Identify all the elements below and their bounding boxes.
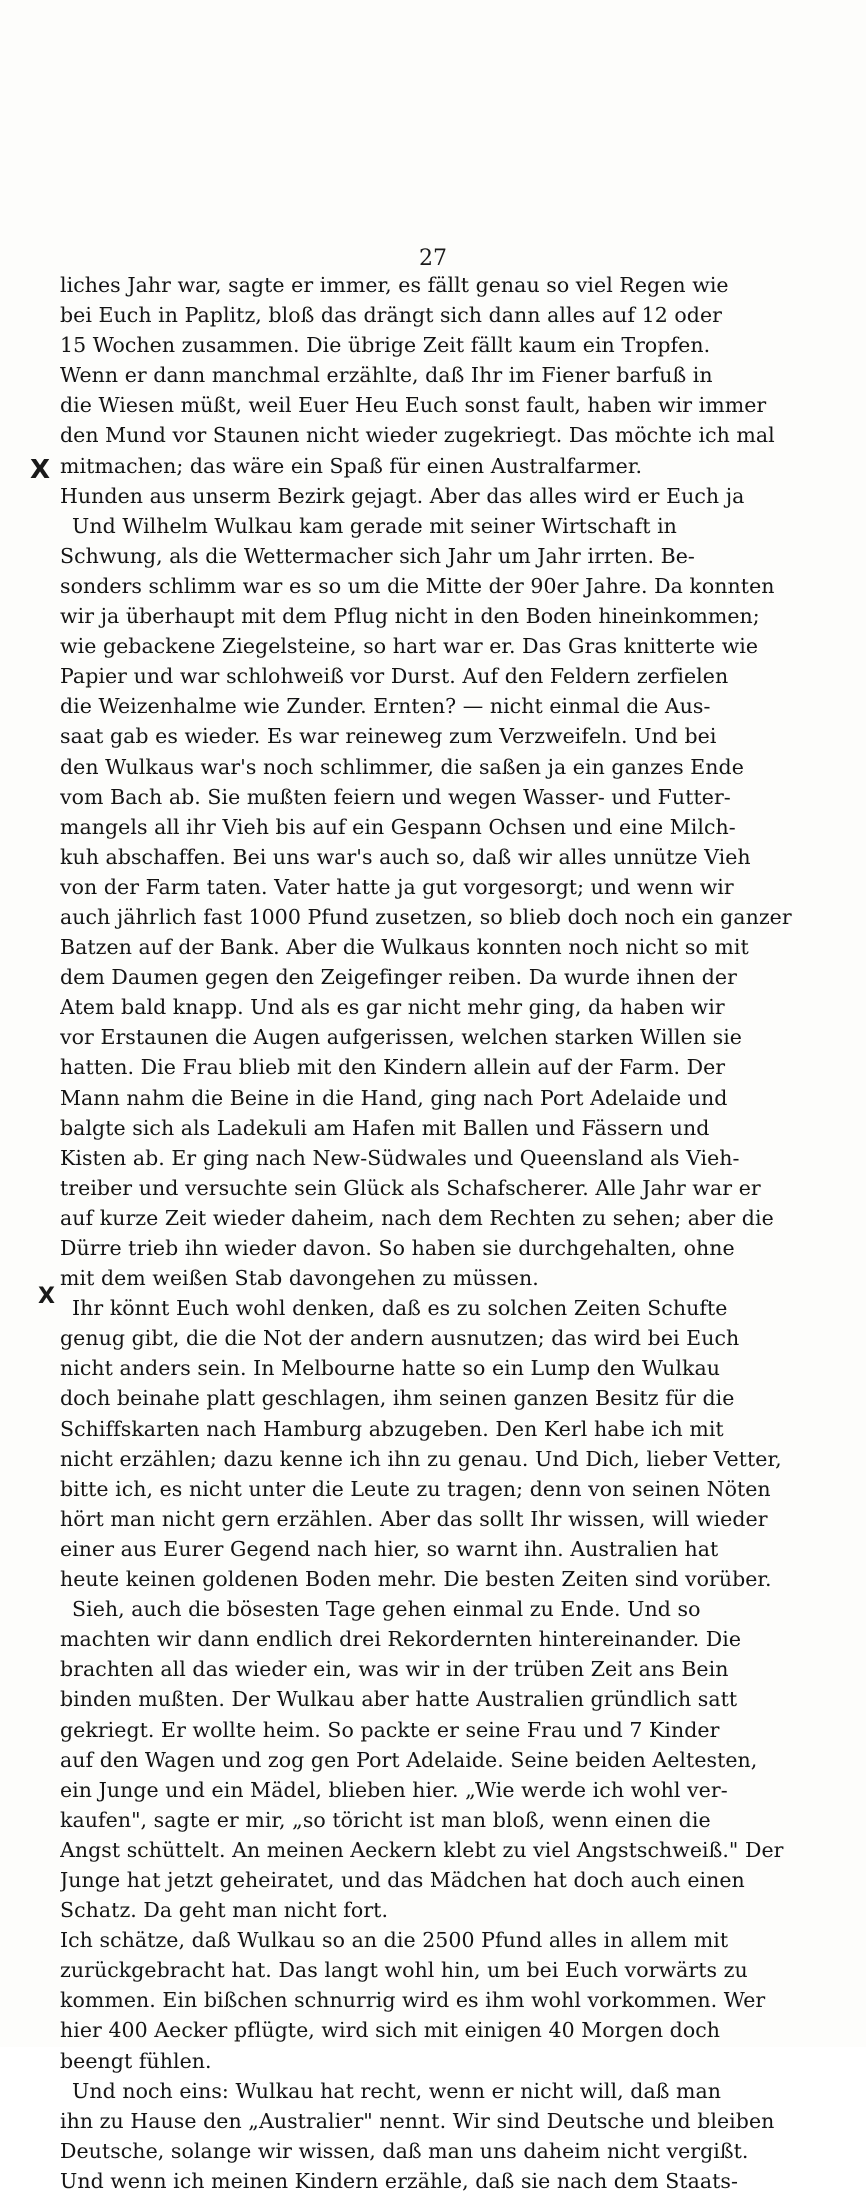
text-line: Atem bald knapp. Und als es gar nicht mehr ging, da haben wir xyxy=(60,995,725,1020)
text-line: mit dem weißen Stab davongehen zu müssen. xyxy=(60,1266,539,1291)
text-line: Hunden aus unserm Bezirk gejagt. Aber das alles wird er Euch ja xyxy=(60,483,745,508)
text-line: wie gebackene Ziegelsteine, so hart war er. Das Gras knitterte wie xyxy=(60,634,759,659)
text-line: gekriegt. Er wollte heim. So packte er seine Frau und 7 Kinder xyxy=(60,1717,720,1742)
text-line: Junge hat jetzt geheiratet, und das Mädchen hat doch auch einen xyxy=(60,1867,745,1892)
text-line: auf den Wagen und zog gen Port Adelaide. Seine beiden Aeltesten, xyxy=(60,1747,758,1772)
text-line: beengt fühlen. xyxy=(60,2048,212,2073)
text-line: doch beinahe platt geschlagen, ihm seinen ganzen Besitz für die xyxy=(60,1386,735,1411)
text-line: Und noch eins: Wulkau hat recht, wenn er nicht will, daß man xyxy=(72,2078,722,2103)
text-line: einer aus Eurer Gegend nach hier, so warnt ihn. Australien hat xyxy=(60,1536,719,1561)
text-line: auch jährlich fast 1000 Pfund zusetzen, so blieb doch noch ein ganzer xyxy=(60,904,792,929)
text-line: nicht anders sein. In Melbourne hatte so ein Lump den Wulkau xyxy=(60,1356,721,1381)
text-line: ein Junge und ein Mädel, blieben hier. „Wie werde ich wohl ver- xyxy=(60,1777,728,1802)
text-line: hier 400 Aecker pflügte, wird sich mit einigen 40 Morgen doch xyxy=(60,2018,721,2043)
text-line: Und Wilhelm Wulkau kam gerade mit seiner Wirtschaft in xyxy=(72,513,677,538)
text-line: 15 Wochen zusammen. Die übrige Zeit fällt kaum ein Tropfen. xyxy=(60,333,711,358)
text-line: Schwung, als die Wettermacher sich Jahr um Jahr irrten. Be- xyxy=(60,543,695,568)
text-line: den Mund vor Staunen nicht wieder zugekriegt. Das möchte ich mal xyxy=(60,423,775,448)
text-line: liches Jahr war, sagte er immer, es fällt genau so viel Regen wie xyxy=(60,273,729,297)
text-line: Sieh, auch die bösesten Tage gehen einmal zu Ende. Und so xyxy=(72,1597,701,1622)
text-line: Papier und war schlohweiß vor Durst. Auf den Feldern zerfielen xyxy=(60,664,729,689)
text-line: Deutsche, solange wir wissen, daß man uns daheim nicht vergißt. xyxy=(60,2138,749,2163)
text-line: den Wulkaus war's noch schlimmer, die saßen ja ein ganzes Ende xyxy=(60,754,744,779)
text-line: bitte ich, es nicht unter die Leute zu tragen; denn von seinen Nöten xyxy=(60,1476,771,1501)
margin-mark: X xyxy=(38,1284,55,1309)
text-line: mitmachen; das wäre ein Spaß für einen Australfarmer. xyxy=(60,453,643,478)
text-line: vor Erstaunen die Augen aufgerissen, welchen starken Willen sie xyxy=(60,1025,742,1050)
text-line: kuh abschaffen. Bei uns war's auch so, daß wir alles unnütze Vieh xyxy=(60,844,751,869)
page-number: 27 xyxy=(419,246,447,271)
text-line: ihn zu Hause den „Australier" nennt. Wir sind Deutsche und bleiben xyxy=(60,2108,775,2133)
text-line: vom Bach ab. Sie mußten feiern und wegen Wasser- und Futter- xyxy=(60,784,731,809)
text-line: Batzen auf der Bank. Aber die Wulkaus konnten noch nicht so mit xyxy=(60,935,749,960)
text-line: die Weizenhalme wie Zunder. Ernten? — nicht einmal die Aus- xyxy=(60,694,711,719)
text-line: dem Daumen gegen den Zeigefinger reiben. Da wurde ihnen der xyxy=(60,965,737,990)
text-line: Wenn er dann manchmal erzählte, daß Ihr im Fiener barfuß in xyxy=(60,363,713,388)
text-line: sonders schlimm war es so um die Mitte der 90er Jahre. Da konnten xyxy=(60,573,775,598)
text-line: treiber und versuchte sein Glück als Schafscherer. Alle Jahr war er xyxy=(60,1175,761,1200)
text-line: hatten. Die Frau blieb mit den Kindern allein auf der Farm. Der xyxy=(60,1055,726,1080)
text-line: Und wenn ich meinen Kindern erzähle, daß sie nach dem Staats- xyxy=(60,2168,738,2193)
text-line: kommen. Ein bißchen schnurrig wird es ihm wohl vorkommen. Wer xyxy=(60,1988,766,2013)
text-line: machten wir dann endlich drei Rekordernten hintereinander. Die xyxy=(60,1627,742,1652)
text-line: kaufen", sagte er mir, „so töricht ist man bloß, wenn einen die xyxy=(60,1807,711,1832)
text-line: binden mußten. Der Wulkau aber hatte Australien gründlich satt xyxy=(60,1687,738,1712)
margin-mark: X xyxy=(30,455,51,485)
text-line: Ihr könnt Euch wohl denken, daß es zu solchen Zeiten Schufte xyxy=(72,1296,728,1321)
text-line: nicht erzählen; dazu kenne ich ihn zu genau. Und Dich, lieber Vetter, xyxy=(60,1446,782,1471)
text-line: hört man nicht gern erzählen. Aber das sollt Ihr wissen, will wieder xyxy=(60,1506,768,1531)
text-line: Ich schätze, daß Wulkau so an die 2500 Pfund alles in allem mit xyxy=(60,1928,729,1953)
text-line: genug gibt, die die Not der andern ausnutzen; das wird bei Euch xyxy=(60,1326,740,1351)
text-line: die Wiesen müßt, weil Euer Heu Euch sonst fault, haben wir immer xyxy=(60,393,767,418)
text-line: auf kurze Zeit wieder daheim, nach dem Rechten zu sehen; aber die xyxy=(60,1205,774,1230)
text-line: heute keinen goldenen Boden mehr. Die besten Zeiten sind vorüber. xyxy=(60,1567,772,1592)
text-line: wir ja überhaupt mit dem Pflug nicht in den Boden hineinkommen; xyxy=(60,604,760,629)
body-text xyxy=(60,270,845,2196)
text-line: Angst schüttelt. An meinen Aeckern klebt zu viel Angstschweiß." Der xyxy=(60,1837,784,1862)
text-line: von der Farm taten. Vater hatte ja gut vorgesorgt; und wenn wir xyxy=(60,874,734,899)
text-line: bei Euch in Paplitz, bloß das drängt sich dann alles auf 12 oder xyxy=(60,303,722,328)
text-line: Schatz. Da geht man nicht fort. xyxy=(60,1898,389,1923)
text-line: balgte sich als Ladekuli am Hafen mit Ballen und Fässern und xyxy=(60,1115,710,1140)
text-line: Schiffskarten nach Hamburg abzugeben. Den Kerl habe ich mit xyxy=(60,1416,724,1441)
text-line: Dürre trieb ihn wieder davon. So haben sie durchgehalten, ohne xyxy=(60,1236,735,1260)
text-line: mangels all ihr Vieh bis auf ein Gespann Ochsen und eine Milch- xyxy=(60,814,736,839)
text-line: Kisten ab. Er ging nach New-Südwales und Queensland als Vieh- xyxy=(60,1145,740,1170)
text-line: saat gab es wieder. Es war reineweg zum Verzweifeln. Und bei xyxy=(60,724,717,749)
text-line: brachten all das wieder ein, was wir in der trüben Zeit ans Bein xyxy=(60,1657,729,1682)
text-line: zurückgebracht hat. Das langt wohl hin, um bei Euch vorwärts zu xyxy=(60,1958,748,1983)
text-line: Mann nahm die Beine in die Hand, ging nach Port Adelaide und xyxy=(60,1085,728,1110)
